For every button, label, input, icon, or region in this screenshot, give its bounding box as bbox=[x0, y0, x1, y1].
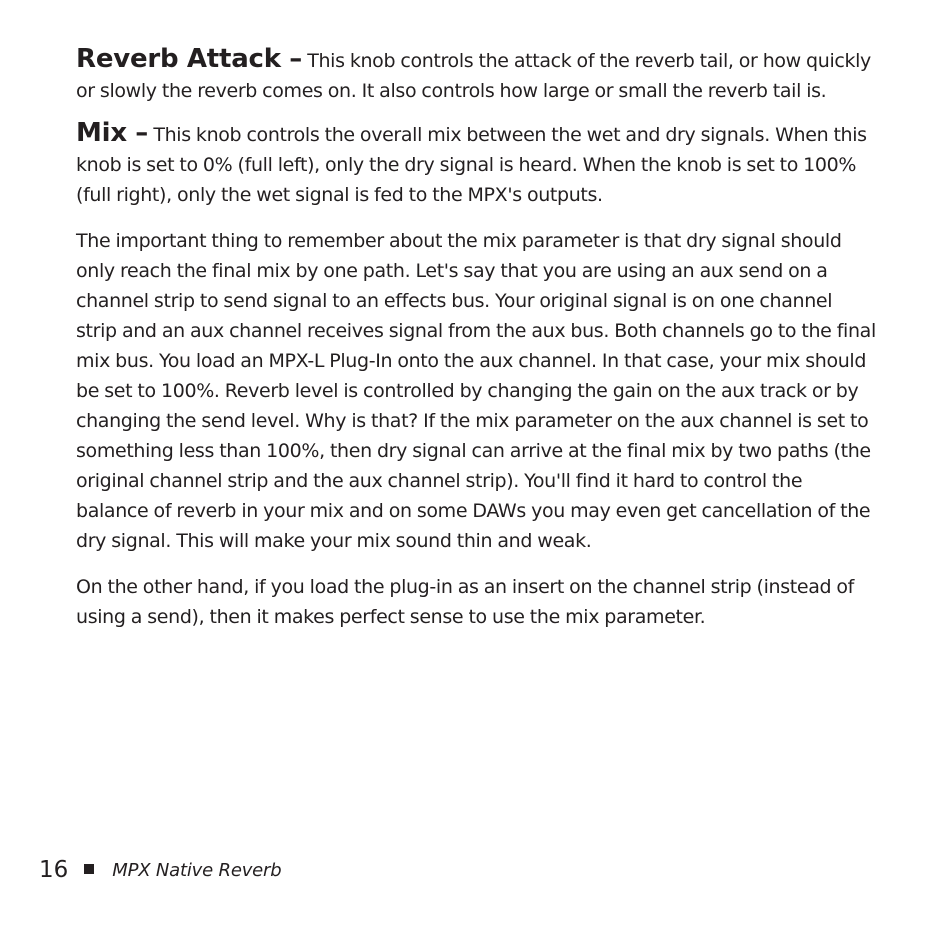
reverb-attack-term: Reverb Attack – bbox=[76, 44, 303, 74]
mix-term: Mix – bbox=[76, 118, 149, 148]
page-footer bbox=[39, 854, 281, 886]
page-number: 16 bbox=[39, 857, 69, 883]
reverb-attack-description: This knob controls the attack of the reverb tail, or how quickly or slowly the reverb comes on. It also controls how large or small the reverb tail is. bbox=[76, 50, 871, 102]
mix-explanation-paragraph: The important thing to remember about the mix parameter is that dry signal should only reach the final mix by one path. Let's say that you are using an aux send on a channel strip to send signal to an effects bus. Your original signal is on one channel strip and an aux channel receives signal from the aux bus. Both channels go to the final mix bus. You load an MPX-L Plug-In onto the aux channel. In that case, your mix should be set to 100%. Reverb level is controlled by changing the gain on the aux track or by changing the send level. Why is that? If the mix parameter on the aux channel is set to something less than 100%, then dry signal can arrive at the final mix by two paths (the original channel strip and the aux channel strip). You'll find it hard to control the balance of reverb in your mix and on some DAWs you may even get cancellation of the dry signal. This will make your mix sound thin and weak. bbox=[76, 230, 876, 552]
insert-usage-paragraph: On the other hand, if you load the plug-in as an insert on the channel strip (instead of using a send), then it makes perfect sense to use the mix parameter. bbox=[76, 576, 854, 628]
document-title: MPX Native Reverb bbox=[112, 859, 282, 881]
mix-paragraph bbox=[76, 118, 876, 210]
reverb-attack-paragraph bbox=[76, 44, 876, 106]
square-bullet-icon bbox=[84, 864, 94, 874]
mix-description: This knob controls the overall mix between the wet and dry signals. When this knob is set to 0% (full left), only the dry signal is heard. When the knob is set to 100% (full right), only the wet signal is fed to the MPX's outputs. bbox=[76, 124, 867, 206]
page-body bbox=[76, 44, 876, 632]
